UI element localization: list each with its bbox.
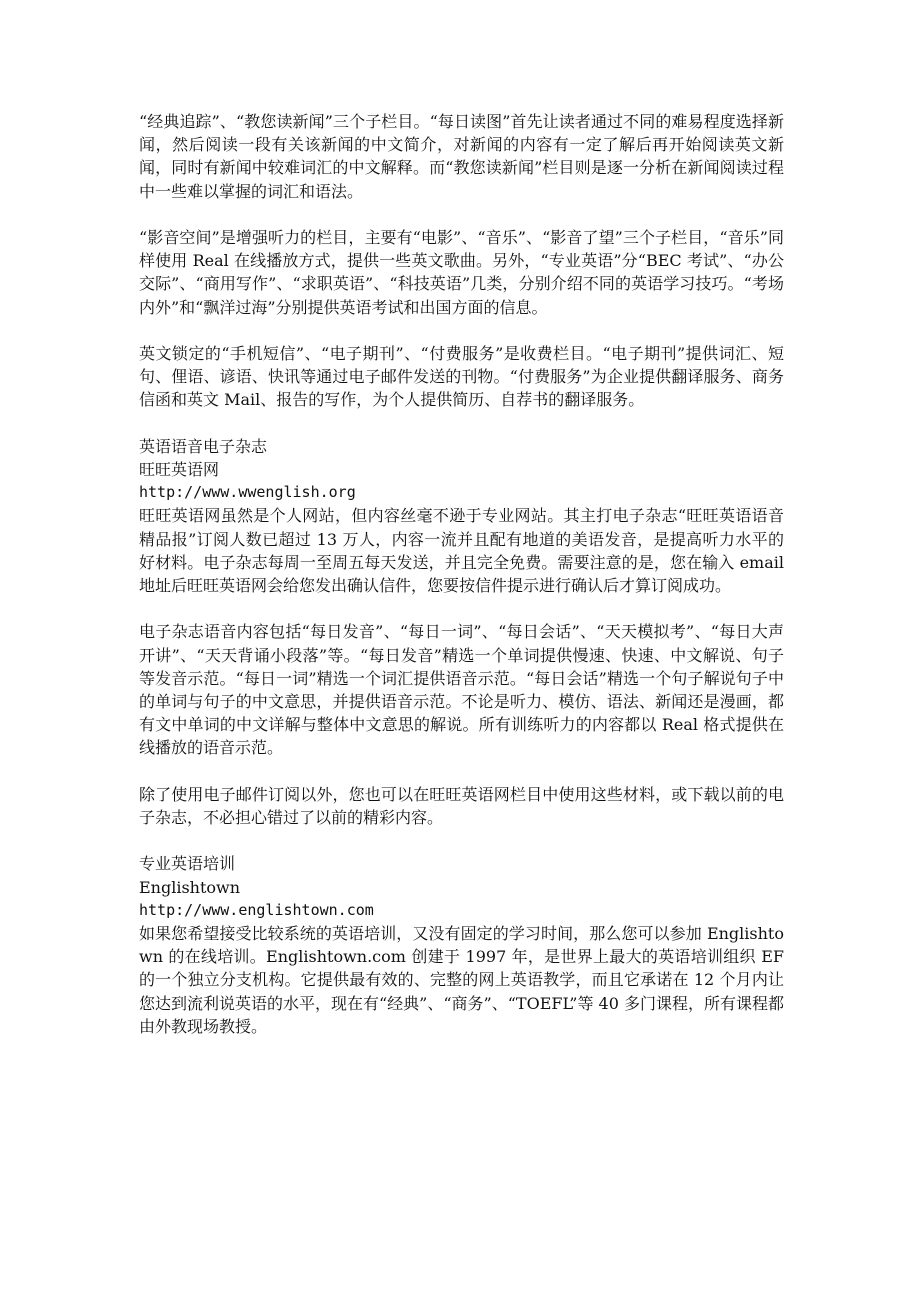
paragraph-paid-services: 英文锁定的“手机短信”、“电子期刊”、“付费服务”是收费栏目。“电子期刊”提供词汇、短句、俚语、谚语、快讯等通过电子邮件发送的刊物。“付费服务”为企业提供翻译服务、商务信函和英文 Mail、报告的写作，为个人提供简历、自荐书的翻译服务。: [139, 344, 784, 410]
section-wwenglish: [139, 435, 784, 829]
paragraph-audio-space: “影音空间”是增强听力的栏目，主要有“电影”、“音乐”、“影音了望”三个子栏目，“音乐”同样使用 Real 在线播放方式，提供一些英文歌曲。另外，“专业英语”分“BEC 考试”、“办公交际”、“商用写作”、“求职英语”、“科技英语”几类，分别介绍不同的英语学习技巧。“考场内外”和“飘洋过海”分别提供英语考试和出国方面的信息。: [139, 228, 784, 317]
site-name: 旺旺英语网: [139, 460, 220, 479]
paragraph-englishtown-intro: 如果您希望接受比较系统的英语培训，又没有固定的学习时间，那么您可以参加 Englishtown 的在线培训。Englishtown.com 创建于 1997 年，是世界上最大的英语培训组织 EF 的一个独立分支机构。它提供最有效的、完整的网上英语教学，而且它承诺在 12 个月内让您达到流利说英语的水平，现在有“经典”、“商务”、“TOEFL”等 40 多门课程，所有课程都由外教现场教授。: [139, 924, 784, 1036]
section-heading: 专业英语培训: [139, 854, 236, 874]
section-englishtown: [139, 852, 784, 1038]
site-url: http://www.englishtown.com: [139, 900, 374, 919]
section-heading: 英语语音电子杂志: [139, 436, 268, 456]
paragraph-wwenglish-content: 电子杂志语音内容包括“每日发音”、“每日一词”、“每日会话”、“天天模拟考”、“每日大声开讲”、“天天背诵小段落”等。“每日发音”精选一个单词提供慢速、快速、中文解说、句子等发音示范。“每日一词”精选一个词汇提供语音示范。“每日会话”精选一个句子解说句子中的单词与句子的中文意思，并提供语音示范。不论是听力、模仿、语法、新闻还是漫画，都有文中单词的中文详解与整体中文意思的解说。所有训练听力的内容都以 Real 格式提供在线播放的语音示范。: [139, 622, 784, 758]
site-name: Englishtown: [139, 877, 241, 897]
paragraph-news-columns: “经典追踪”、“教您读新闻”三个子栏目。“每日读图”首先让读者通过不同的难易程度选择新闻，然后阅读一段有关该新闻的中文简介，对新闻的内容有一定了解后再开始阅读英文新闻，同时有新闻中较难词汇的中文解释。而“教您读新闻”栏目则是逐一分析在新闻阅读过程中一些难以掌握的词汇和语法。: [139, 112, 784, 201]
document-page: [139, 110, 784, 1038]
site-url: http://www.wwenglish.org: [139, 483, 356, 502]
paragraph-wwenglish-archive: 除了使用电子邮件订阅以外，您也可以在旺旺英语网栏目中使用这些材料，或下载以前的电子杂志，不必担心错过了以前的精彩内容。: [139, 784, 784, 828]
paragraph-wwenglish-intro: 旺旺英语网虽然是个人网站，但内容丝毫不逊于专业网站。其主打电子杂志“旺旺英语语音精品报”订阅人数已超过 13 万人，内容一流并且配有地道的美语发音，是提高听力水平的好材料。电子杂志每周一至周五每天发送，并且完全免费。需要注意的是，您在输入 email 地址后旺旺英语网会给您发出确认信件，您要按信件提示进行确认后才算订阅成功。: [139, 506, 784, 596]
